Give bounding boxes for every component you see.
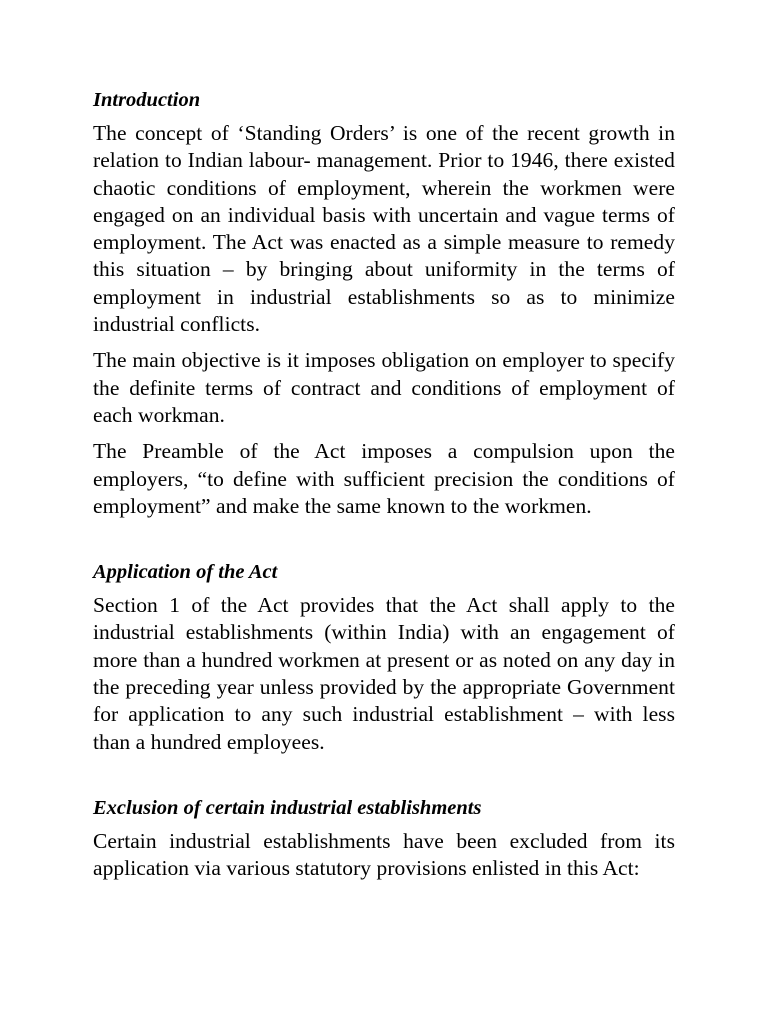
section-heading: Exclusion of certain industrial establishments xyxy=(93,796,482,819)
section-heading: Application of the Act xyxy=(93,561,278,584)
section-divider xyxy=(93,529,675,558)
paragraph: Certain industrial establishments have been excluded from its application via various statutory provisions enlisted in this Act: xyxy=(93,828,675,881)
section-exclusion xyxy=(93,794,675,883)
paragraph: The main objective is it imposes obligation on employer to specify the definite terms of contract and conditions of employment of each workman. xyxy=(93,348,675,427)
section-divider xyxy=(93,765,675,794)
paragraph: The concept of ‘Standing Orders’ is one of the recent growth in relation to Indian labour- management. Prior to 1946, there existed chaotic conditions of employment, wherein the workmen were engaged on an individual basis with uncertain and vague terms of employment. The Act was enacted as a simple measure to remedy this situation – by bringing about uniformity in the terms of employment in industrial establishments so as to minimize industrial conflicts. xyxy=(93,121,675,337)
paragraph: The Preamble of the Act imposes a compulsion upon the employers, “to define with sufficient precision the conditions of employment” and make the same known to the workmen. xyxy=(93,439,675,518)
section-application xyxy=(93,558,675,756)
section-heading: Introduction xyxy=(93,89,201,111)
paragraph: Section 1 of the Act provides that the Act shall apply to the industrial establishments (within India) with an engagement of more than a hundred workmen at present or as noted on any day in the preceding year unless provided by the appropriate Government for application to any such industrial establishment – with less than a hundred employees. xyxy=(93,593,675,754)
section-introduction xyxy=(93,86,675,520)
